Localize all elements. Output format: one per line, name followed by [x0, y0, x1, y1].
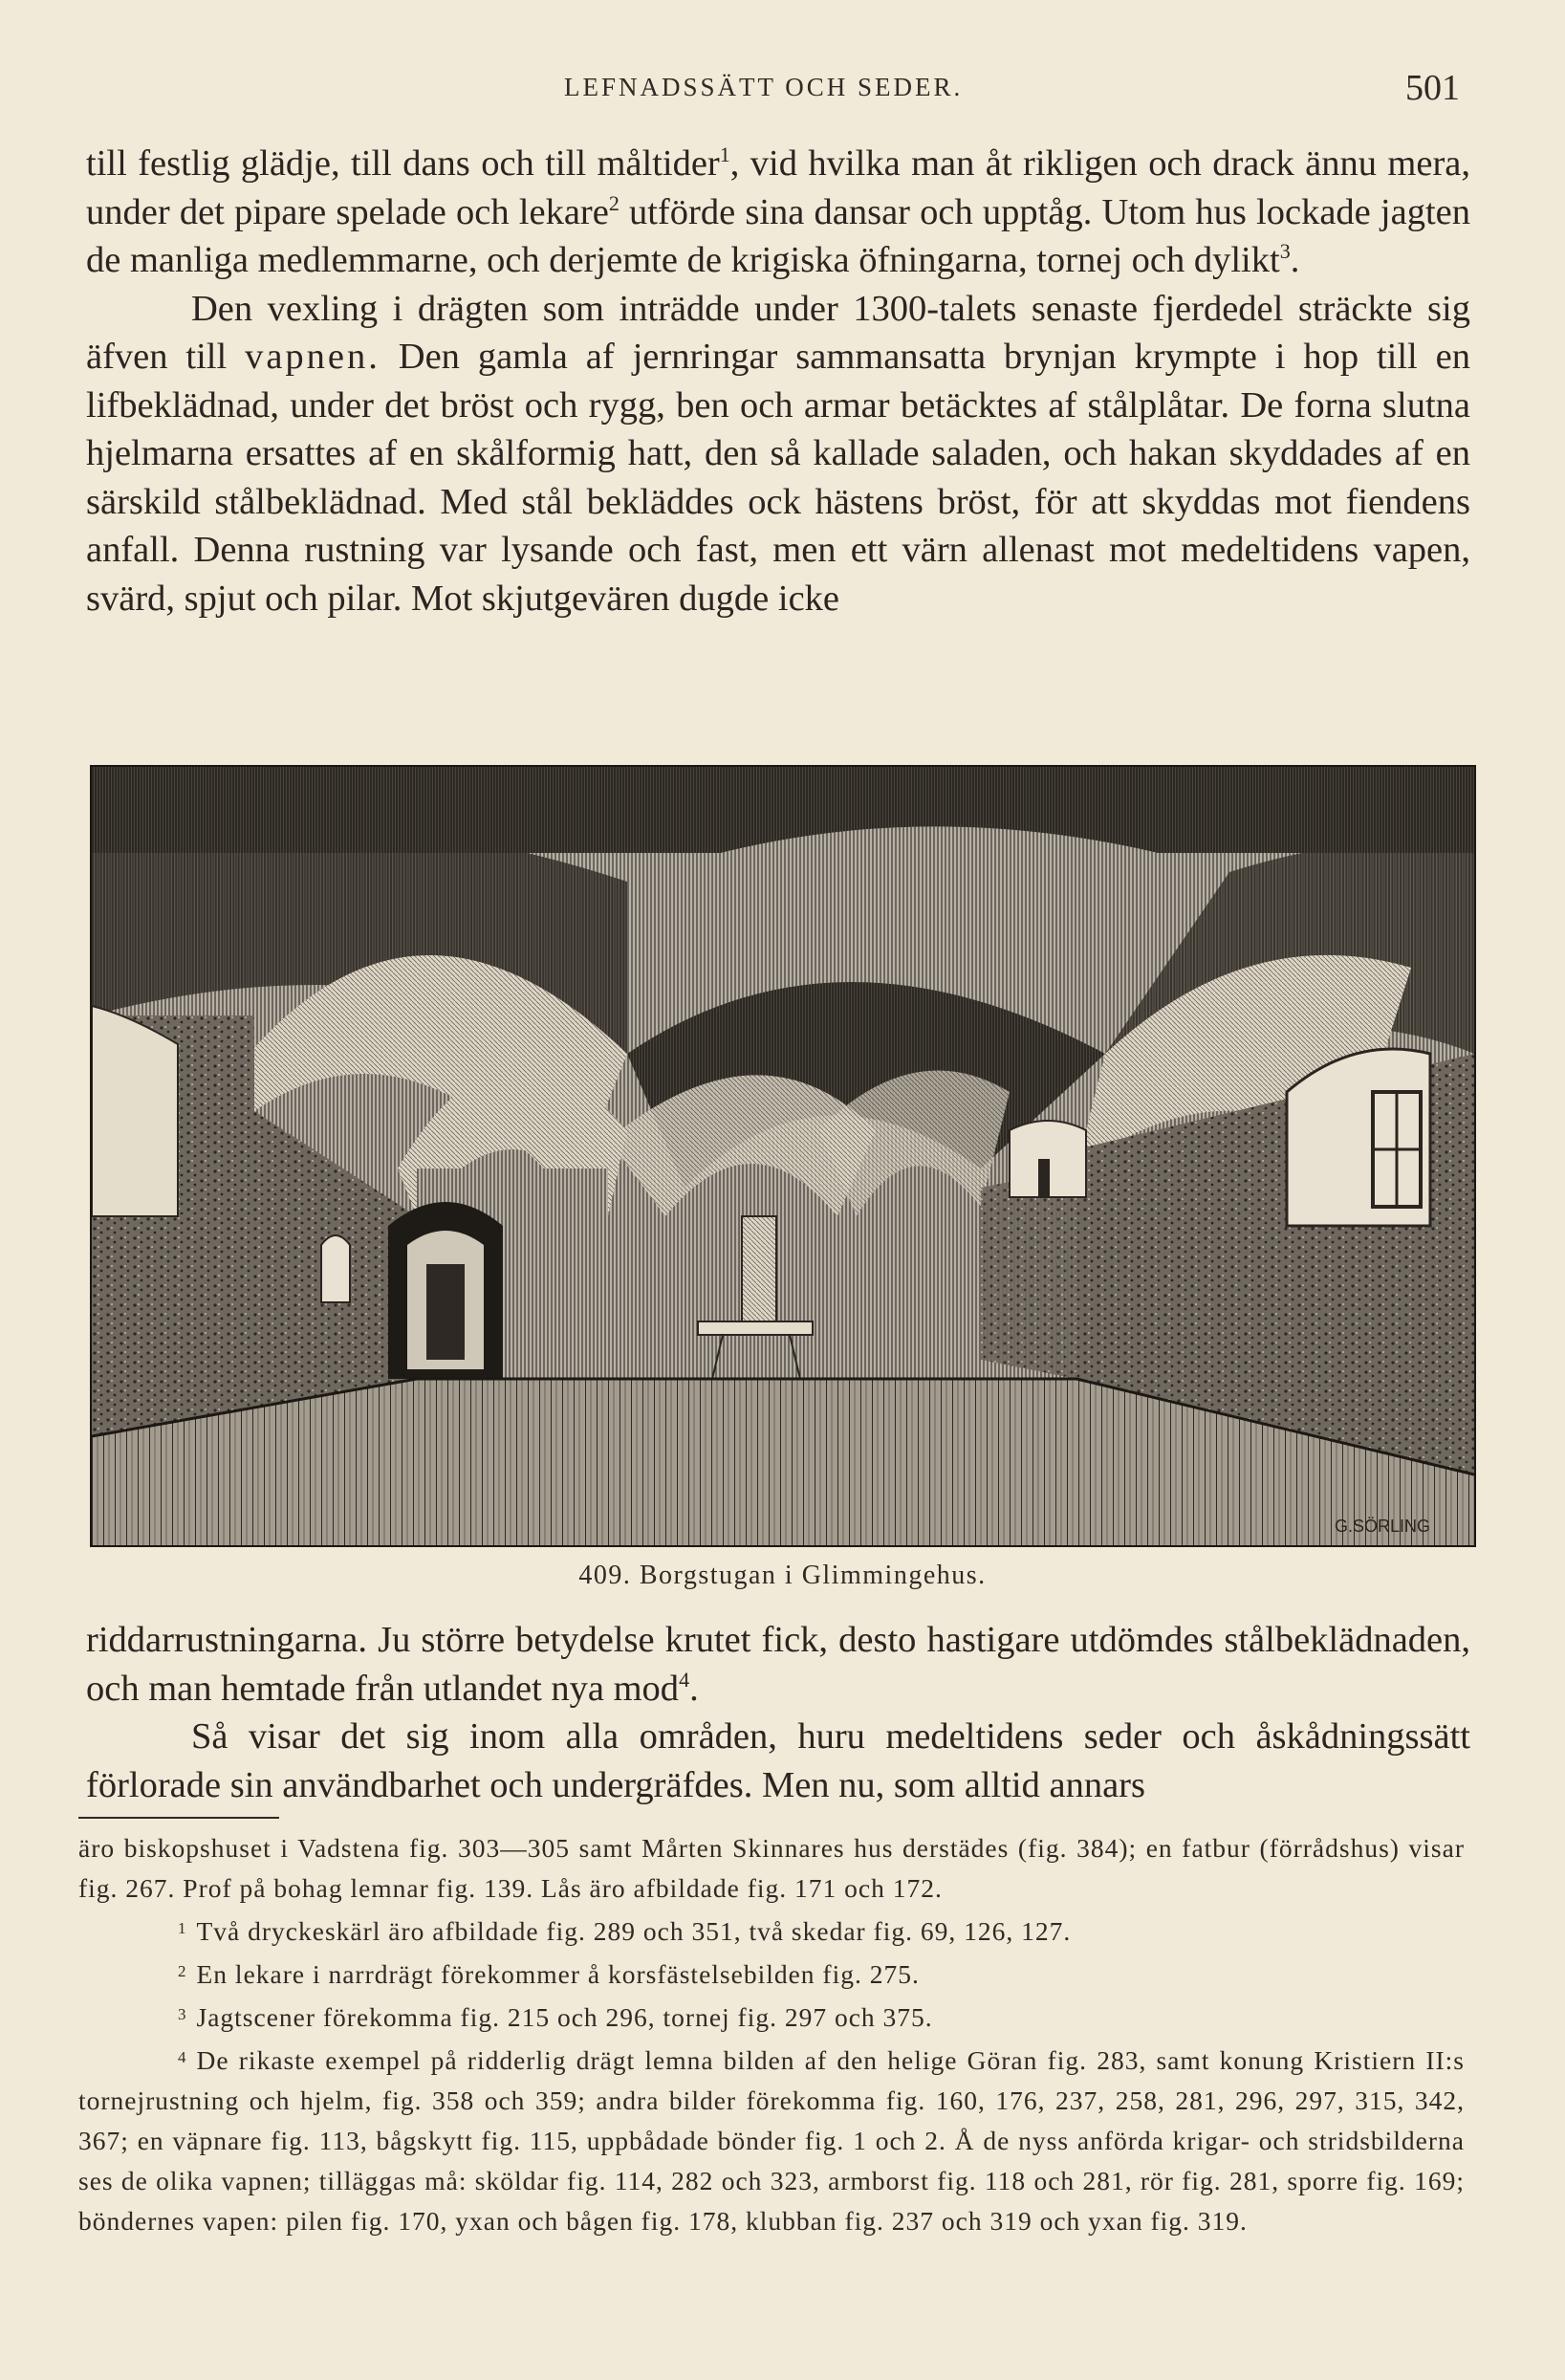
footnote-ref: 3	[1279, 239, 1291, 264]
paragraph: Den vexling i drägten som inträdde under 1300-talets senaste fjerdedel sträckte sig äfven till vapnen. Den gamla af jernringar sammansatta brynjan krympte i hop till en lifbeklädnad, under det bröst och rygg, ben och armar betäcktes af stålplåtar. De forna slutna hjelmarna ersattes af en skålformig hatt, den så kallade saladen, och hakan skyddades af en särskild stålbeklädnad. Med stål bekläddes ock hästens bröst, för att skyddas mot fiendens anfall. Denna rustning var lysande och fast, men ett värn allenast mot medeltidens vapen, svärd, spjut och pilar. Mot skjutgevären dugde icke	[86, 288, 1470, 619]
vaulted-hall-engraving	[92, 767, 1474, 1545]
engraving-illustration	[90, 765, 1476, 1547]
artist-signature: G.SÖRLING	[1335, 1517, 1431, 1536]
footnote-ref: 1	[719, 142, 730, 167]
footnote-ref: 2	[608, 190, 619, 215]
page-number: 501	[1405, 68, 1460, 108]
paragraph: till festlig glädje, till dans och till måltider$^1$, vid hvilka man åt rikligen och drack ännu mera, under det pipare spelade och lekare$^2$ utförde sina dansar och upptåg. Utom hus lockade jagten de manliga medlemmarne, och derjemte de krigiska öfningarna, tornej och dylikt$^3$.	[86, 142, 1470, 280]
footnote-3: $^3$ Jagtscener förekomma fig. 215 och 296, tornej fig. 297 och 375.	[178, 2002, 933, 2032]
footnote-continuation: äro biskopshuset i Vadstena fig. 303—305 samt Mårten Skinnares hus derstädes (fig. 384); en fatbur (förrådshus) visar fig. 267. Prof på bohag lemnar fig. 139. Lås äro afbildade fig. 171 och 172.	[78, 1833, 1465, 1903]
footnote-4: $^4$ De rikaste exempel på ridderlig drägt lemna bilden af den helige Göran fig. 283, samt konung Kristiern II:s tornejrustning och hjelm, fig. 358 och 359; andra bilder förekomma fig. 160, 176, 237, 258, 281, 296, 297, 315, 342, 367; en väpnare fig. 113, bågskytt fig. 115, uppbådade bönder fig. 1 och 2. Å de nyss anförda krigar- och stridsbilderna ses de olika vapnen; tilläggas må: sköldar fig. 114, 282 och 323, armborst fig. 118 och 281, rör fig. 281, sporre fig. 169; böndernes vapen: pilen fig. 170, yxan och bågen fig. 178, klubban fig. 237 och 319 och yxan fig. 319.	[78, 2045, 1465, 2236]
paragraph: Så visar det sig inom alla områden, huru medeltidens seder och åskådningssätt förlorade sin användbarhet och undergräfdes. Men nu, som alltid annars	[86, 1716, 1470, 1805]
emphasized-word: vapnen.	[245, 337, 380, 377]
footnote-2: $^2$ En lekare i narrdrägt förekommer å korsfästelsebilden fig. 275.	[178, 1959, 920, 1989]
paragraph: riddarrustningarna. Ju större betydelse krutet fick, desto hastigare utdömdes stålbeklädnaden, och man hemtade från utlandet nya mod$^4$.	[86, 1620, 1470, 1709]
footnote-ref: 4	[679, 1667, 690, 1692]
footnotes	[78, 1828, 1465, 2241]
footnote-divider	[78, 1817, 279, 1819]
running-title: LEFNADSSÄTT OCH SEDER.	[564, 73, 964, 101]
footnote-1: $^1$ Två dryckeskärl äro afbildade fig. 289 och 351, två skedar fig. 69, 126, 127.	[178, 1916, 1072, 1946]
body-text-top	[86, 140, 1470, 622]
body-text-bottom	[86, 1616, 1470, 1809]
figure-caption: 409. Borgstugan i Glimmingehus.	[578, 1561, 987, 1590]
